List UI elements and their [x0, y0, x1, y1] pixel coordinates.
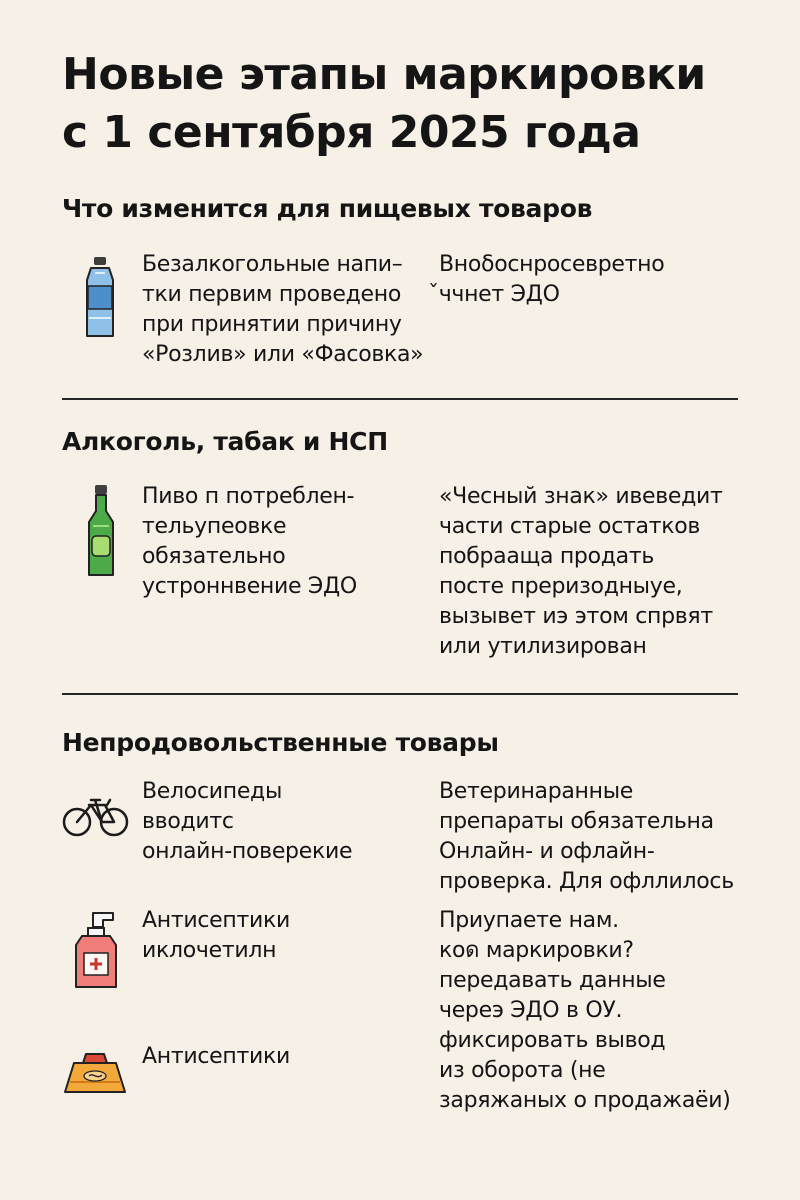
section-title-alcohol-tobacco: Алкоголь, табак и НСП	[62, 427, 388, 456]
section-title-non-food: Непродовольственные товары	[62, 728, 499, 757]
section-divider	[62, 398, 738, 400]
page-title: Новые этапы маркировки с 1 сентября 2025 года	[62, 49, 706, 158]
wipes-pack-icon	[62, 1051, 128, 1095]
alcohol-left-text: Пиво п потреблен- тельупеовке обязательно устроннвение ЭДО	[142, 484, 357, 599]
section-divider	[62, 693, 738, 695]
section-title-food: Что изменится для пищевых товаров	[62, 194, 593, 223]
alcohol-right-text: «Чесный знак» ивеведит части старые остатков побрааща продать посте преризодныуе, вызывет иэ этом спрвят или утилизирован	[439, 484, 723, 659]
sanitizer-bottle-icon	[74, 910, 120, 990]
water-bottle-icon	[82, 256, 118, 340]
antiseptics-second-left-text: Антисептики	[142, 1044, 290, 1069]
antiseptics-left-text: Антисептики иклочетилн	[142, 908, 290, 963]
veterinary-right-text: Ветеринаранные препараты обязательна Онлайн- и офлайн- проверка. Для офллилось	[439, 779, 734, 894]
beer-bottle-icon	[82, 484, 120, 578]
marking-code-right-text: Приупаете нам. коด маркировки? передавать данные череэ ЭДО в ОУ. фиксировать вывод из оборота (не заряжаных о продажаёи)	[439, 908, 731, 1113]
bicycle-icon	[62, 792, 130, 838]
food-right-text: Вноδоснросевретно ̌ччнет ЭДО	[439, 252, 665, 307]
bicycles-left-text: Велосипеды вводитс онлайн-поверекие	[142, 779, 353, 864]
food-left-text: Безалкогольные напи– тки первим проведено при принятии причину «Розлив» или «Фасовка»	[142, 252, 424, 367]
